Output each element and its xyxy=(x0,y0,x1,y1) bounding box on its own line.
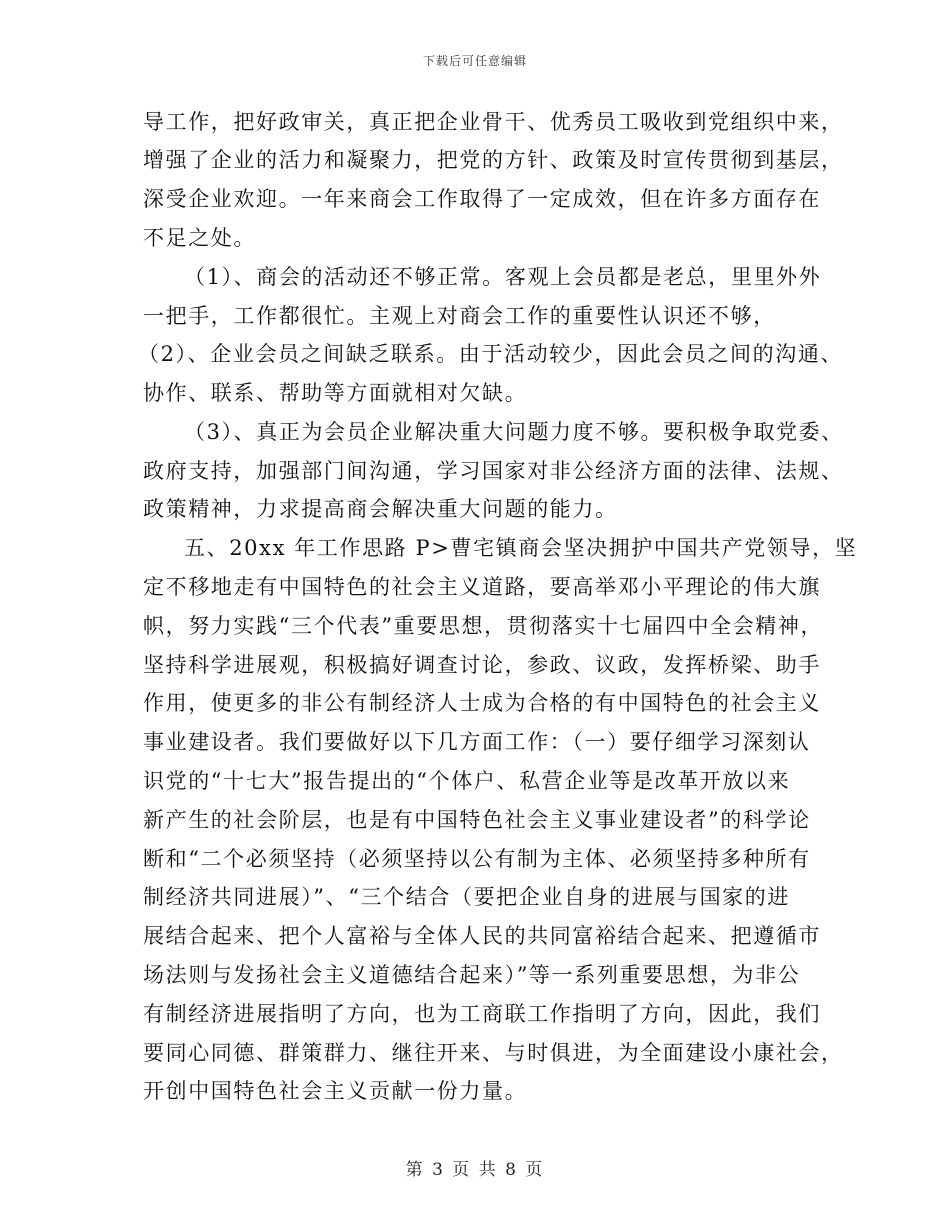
body-line: 场法则与发扬社会主义道德结合起来）”等一系列重要思想，为非公 xyxy=(143,963,801,987)
body-line: 展结合起来、把个人富裕与全体人民的共同富裕结合起来、把遵循市 xyxy=(143,924,821,948)
body-line: （2）、企业会员之间缺乏联系。由于活动较少，因此会员之间的沟通、 xyxy=(138,342,844,366)
body-line: （3）、真正为会员企业解决重大问题力度不够。要积极争取党委、 xyxy=(184,420,844,444)
body-line: 增强了企业的活力和凝聚力，把党的方针、政策及时宣传贯彻到基层， xyxy=(143,148,844,172)
body-line: 制经济共同进展）”、“三个结合（要把企业自身的进展与国家的进 xyxy=(143,885,790,909)
body-line: 作用，使更多的非公有制经济人士成为合格的有中国特色的社会主义 xyxy=(143,691,821,715)
body-line: 识党的“十七大”报告提出的“个体户、私营企业等是改革开放以来 xyxy=(143,769,791,793)
page-number-footer: 第 3 页 共 8 页 xyxy=(405,1160,545,1180)
page-header: 下载后可任意编辑 xyxy=(422,54,527,68)
body-line: 坚持科学进展观，积极搞好调查讨论，参政、议政，发挥桥梁、助手 xyxy=(143,653,821,677)
body-line: 不足之处。 xyxy=(143,226,256,250)
body-line: 定不移地走有中国特色的社会主义道路，要高举邓小平理论的伟大旗 xyxy=(143,575,821,599)
body-line: 协作、联系、帮助等方面就相对欠缺。 xyxy=(143,381,528,405)
body-line: 导工作，把好政审关，真正把企业骨干、优秀员工吸收到党组织中来， xyxy=(143,110,844,134)
body-line: 一把手，工作都很忙。主观上对商会工作的重要性认识还不够， xyxy=(143,304,776,328)
body-line: 断和“二个必须坚持（必须坚持以公有制为主体、必须坚持多种所有 xyxy=(143,847,811,871)
body-line: （1）、商会的活动还不够正常。客观上会员都是老总，里里外外 xyxy=(184,265,822,289)
body-line: 政府支持，加强部门间沟通，学习国家对非公经济方面的法律、法规、 xyxy=(143,459,844,483)
body-line: 开创中国特色社会主义贡献一份力量。 xyxy=(143,1079,528,1103)
body-line: 政策精神，力求提高商会解决重大问题的能力。 xyxy=(143,497,618,521)
body-line: 深受企业欢迎。一年来商会工作取得了一定成效，但在许多方面存在 xyxy=(143,187,821,211)
body-line: 新产生的社会阶层，也是有中国特色社会主义事业建设者”的科学论 xyxy=(143,808,811,832)
body-line: 要同心同德、群策群力、继往开来、与时俱进，为全面建设小康社会， xyxy=(143,1041,844,1065)
body-line: 帜，努力实践“三个代表”重要思想，贯彻落实十七届四中全会精神， xyxy=(143,614,824,638)
body-line: 事业建设者。我们要做好以下几方面工作：（一）要仔细学习深刻认 xyxy=(143,730,811,754)
body-line: 有制经济进展指明了方向，也为工商联工作指明了方向，因此，我们 xyxy=(143,1002,821,1026)
body-line: 五、20xx 年工作思路 P>曹宅镇商会坚决拥护中国共产党领导，坚 xyxy=(184,536,858,560)
